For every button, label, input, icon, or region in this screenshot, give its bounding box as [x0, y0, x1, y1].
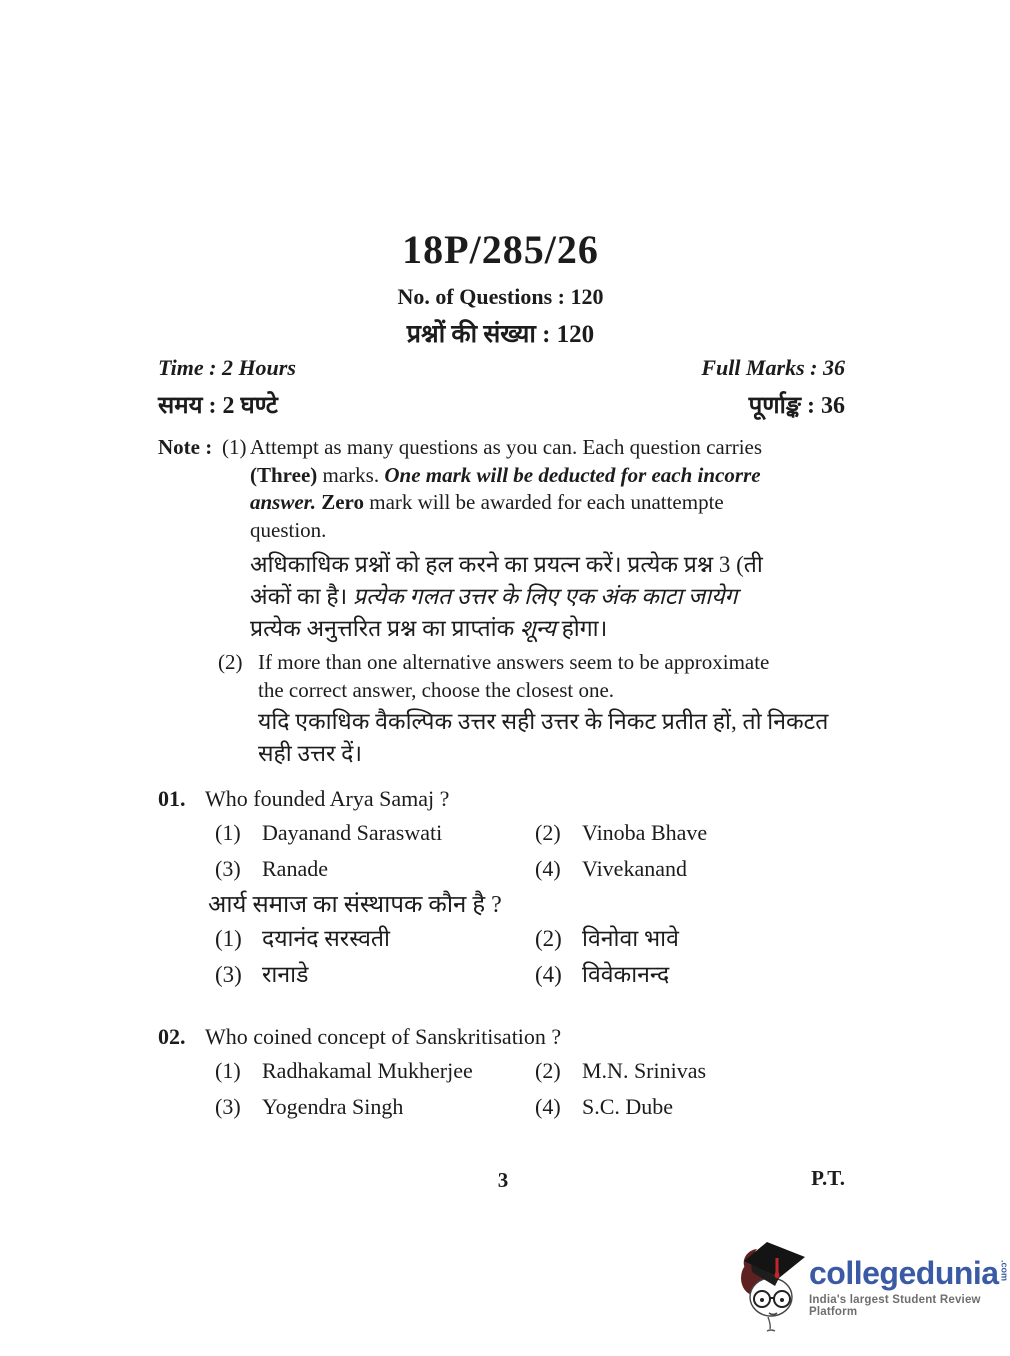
time-allowed-en: Time : 2 Hours [158, 355, 296, 380]
please-turn-over: P.T. [811, 1166, 845, 1190]
question-01-text-en: Who founded Arya Samaj ? [205, 786, 450, 811]
question-01 [158, 786, 858, 988]
note-2-hi-line-2 [258, 738, 858, 770]
option-3-label: Yogendra Singh [262, 1094, 404, 1119]
note-2-body [258, 649, 858, 769]
option-1 [215, 820, 535, 846]
collegedunia-logo [737, 1241, 1010, 1333]
option-2-number: (2) [535, 1058, 561, 1083]
collegedunia-brand: collegedunia [809, 1255, 999, 1291]
option-3-hi-label: रानाडे [262, 962, 309, 987]
note-1-en-l3-rest: mark will be awarded for each unattempte [363, 490, 724, 514]
note-1-hi-l3-a: प्रत्येक अनुत्तरित प्रश्न का प्राप्तांक [250, 616, 521, 641]
collegedunia-mascot-icon [737, 1242, 807, 1332]
option-3-hi [215, 962, 535, 988]
note-2-en-l1: If more than one alternative answers seem to be approximate [258, 650, 770, 674]
option-1-label: Radhakamal Mukherjee [262, 1058, 473, 1083]
note-1-en-l2-bolditalic: One mark will be deducted for each incorre [384, 462, 761, 487]
meta-row-en [158, 355, 845, 381]
note-2-number: (2) [218, 650, 243, 674]
note-1-hi-l2-italic: प्रत्येक गलत उत्तर के लिए एक अंक काटा जायेग [353, 584, 738, 609]
note-1-hi-lines [250, 549, 858, 645]
note-1-en-l2-mid: marks. [317, 462, 385, 487]
collegedunia-tld: .com [999, 1260, 1010, 1282]
collegedunia-logo-text [809, 1256, 1010, 1318]
note-item-1 [158, 434, 858, 645]
option-2-hi [535, 926, 858, 952]
option-4-number: (4) [535, 856, 561, 881]
note-1-en-l4: question. [250, 517, 327, 542]
note-1-en-l3-bold: Zero [321, 490, 364, 514]
note-2-en-line-2 [258, 677, 858, 705]
note-1-en-l3-bolditalic: answer. [250, 490, 316, 514]
paper-code: 18P/285/26 [402, 227, 599, 272]
note-2-hi-line-1 [258, 706, 858, 738]
note-section [158, 434, 858, 769]
option-2 [535, 1058, 858, 1084]
option-1-number: (1) [215, 1058, 241, 1083]
option-4-hi-label: विवेकानन्द [582, 962, 670, 987]
time-allowed-hi: समय : 2 घण्टे [158, 393, 278, 419]
question-01-options-en [215, 820, 858, 882]
note-label: Note : [158, 435, 213, 459]
note-1-en-line-3 [250, 489, 858, 517]
note-2-en-l2: the correct answer, choose the closest one. [258, 677, 615, 702]
question-02-text-en: Who coined concept of Sanskritisation ? [205, 1024, 562, 1049]
option-2 [535, 820, 858, 846]
option-1 [215, 1058, 535, 1084]
option-2-label: M.N. Srinivas [582, 1058, 707, 1083]
question-01-head [158, 786, 858, 812]
note-1-number: (1) [222, 435, 247, 459]
option-4-hi [535, 962, 858, 988]
question-01-number: 01. [158, 786, 186, 811]
option-3 [215, 1094, 535, 1120]
note-1-hi-l3-b: होगा। [555, 616, 608, 641]
option-1-hi-number: (1) [215, 926, 242, 951]
option-2-label: Vinoba Bhave [582, 820, 708, 845]
question-01-text-hi: आर्य समाज का संस्थापक कौन है ? [208, 892, 502, 918]
option-4 [535, 856, 858, 882]
note-1-body [250, 434, 858, 645]
note-1-hi-l1: अधिकाधिक प्रश्नों को हल करने का प्रयत्न करें। प्रत्येक प्रश्न 3 (ती [250, 552, 763, 577]
option-2-hi-number: (2) [535, 926, 562, 951]
note-1-hi-l3-italic: शून्य [520, 616, 556, 641]
collegedunia-tagline: India's largest Student Review Platform [809, 1294, 981, 1318]
option-3-hi-number: (3) [215, 962, 242, 987]
full-marks-en: Full Marks : 36 [701, 355, 845, 380]
option-1-hi [215, 926, 535, 952]
note-1-en-line-4 [250, 517, 858, 545]
option-3 [215, 856, 535, 882]
note-1-hi-line-2 [250, 581, 858, 613]
note-2-hi-l1: यदि एकाधिक वैकल्पिक उत्तर सही उत्तर के निकट प्रतीत हों, तो निकटत [258, 709, 829, 734]
meta-row-hi [158, 388, 845, 421]
note-2-en-line-1 [258, 649, 858, 677]
note-1-en-l1: Attempt as many questions as you can. Each question carries [250, 435, 763, 459]
note-1-hi-line-1 [250, 549, 858, 581]
note-2-hi-l2: सही उत्तर दें। [258, 740, 363, 766]
num-questions-hi: प्रश्नों की संख्या : 120 [406, 321, 595, 348]
full-marks-hi: पूर्णाङ्क : 36 [748, 393, 845, 419]
option-1-hi-label: दयानंद सरस्वती [262, 926, 390, 951]
option-3-number: (3) [215, 1094, 241, 1119]
question-02 [158, 1024, 858, 1120]
option-3-label: Ranade [262, 856, 328, 881]
num-questions-en: No. of Questions : 120 [397, 284, 604, 309]
option-1-number: (1) [215, 820, 241, 845]
note-item-2 [158, 649, 858, 769]
page-number: 3 [497, 1168, 509, 1192]
note-1-en-line-1 [250, 434, 858, 462]
option-4-label: Vivekanand [582, 856, 687, 881]
option-2-hi-label: विनोवा भावे [582, 926, 679, 951]
question-02-head [158, 1024, 858, 1050]
question-01-options-hi [215, 926, 858, 988]
option-4-number: (4) [535, 1094, 561, 1119]
option-1-label: Dayanand Saraswati [262, 820, 443, 845]
option-2-number: (2) [535, 820, 561, 845]
question-02-options-en [215, 1058, 858, 1120]
option-3-number: (3) [215, 856, 241, 881]
note-1-hi-l2-a: अंकों का है। [250, 584, 353, 609]
note-2-hi-lines [258, 706, 858, 769]
note-1-en-line-2 [250, 462, 858, 490]
option-4 [535, 1094, 858, 1120]
option-4-label: S.C. Dube [582, 1094, 674, 1119]
note-1-hi-line-3 [250, 613, 858, 645]
question-02-number: 02. [158, 1024, 186, 1049]
note-1-en-l2-bold: (Three) [250, 462, 318, 487]
option-4-hi-number: (4) [535, 962, 562, 987]
